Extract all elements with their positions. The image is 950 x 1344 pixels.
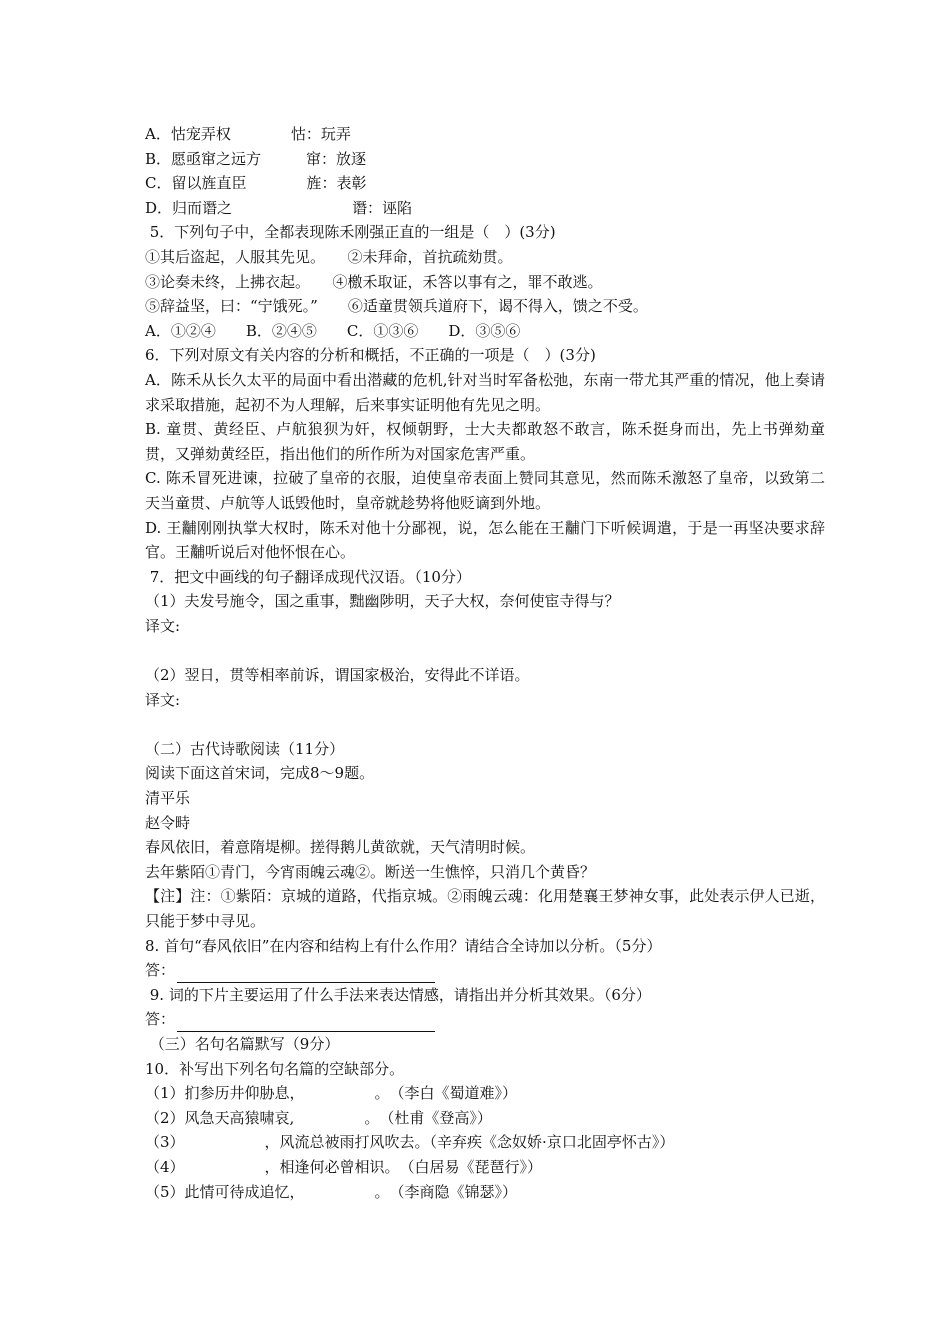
- section-2-title: （二）古代诗歌阅读（11分）: [145, 739, 345, 758]
- section-3-title: （三）名句名篇默写（9分）: [145, 1034, 340, 1053]
- section-2-intro: 阅读下面这首宋词，完成8～9题。: [145, 764, 375, 783]
- q10-item-3-source: ，风流总被雨打风吹去。（辛弃疾《念奴娇·京口北固亭怀古》）: [264, 1133, 675, 1152]
- q10-item-1: [145, 1081, 825, 1106]
- q9-stem: 9. 词的下片主要运用了什么手法来表达情感，请指出并分析其效果。（6分）: [145, 985, 651, 1004]
- q5-options: A．①②④ B．②④⑤ C．①③⑥ D．③⑤⑥: [145, 321, 521, 340]
- q6-option-a: A．陈禾从长久太平的局面中看出潜藏的危机,针对当时军备松弛，东南一带尤其严重的情况，他上奏请求采取措施，起初不为人理解，后来事实证明他有先见之明。: [145, 370, 825, 414]
- q10-item-5-source: 。 （李商隐《锦瑟》）: [374, 1182, 518, 1201]
- q5-line-1: ①其后盗起，人服其先见。 ②未拜命，首抗疏劾贯。: [145, 247, 513, 266]
- poem-title: 清平乐: [145, 789, 191, 808]
- blank-line: [145, 712, 825, 737]
- q7-sentence-2: （2）翌日，贯等相率前诉，谓国家极治，安得此不详语。: [145, 666, 530, 685]
- q9-answer: [145, 1007, 825, 1032]
- q10-item-3-text: （3）: [145, 1133, 185, 1152]
- q4-option-a: A．怙宠弄权 怙：玩弄: [145, 125, 351, 143]
- q6-option-c: C. 陈禾冒死进谏，拉破了皇帝的衣服，迫使皇帝表面上赞同其意见，然而陈禾激怒了皇帝，以致第二天当童贯、卢航等人诋毁他时，皇帝就趁势将他贬谪到外地。: [145, 469, 825, 512]
- q10-item-5: [145, 1180, 825, 1205]
- q7-stem: 7．把文中画线的句子翻译成现代汉语。（10分）: [145, 567, 471, 586]
- q8-answer-line[interactable]: [177, 966, 435, 983]
- q4-option-d: D．归而谮之 谮：诬陷: [145, 198, 413, 217]
- q7-translation-2-label: 译文:: [145, 690, 181, 709]
- q10-item-4-text: （4）: [145, 1157, 185, 1176]
- poem-author: 赵令畤: [145, 813, 191, 832]
- q10-item-2-text: （2）风急天高猿啸哀,: [145, 1108, 295, 1127]
- q10-stem: 10．补写出下列名句名篇的空缺部分。: [145, 1059, 405, 1078]
- q10-item-4-source: ，相逢何必曾相识。 （白居易《琵琶行》）: [264, 1157, 543, 1176]
- q10-item-1-text: （1）扪参历井仰胁息，: [145, 1084, 305, 1103]
- q8-answer-label: 答：: [145, 961, 176, 980]
- q10-item-2: [145, 1106, 825, 1131]
- q10-item-1-source: 。 （李白《蜀道难》）: [374, 1084, 518, 1103]
- q5-line-3: ⑤辞益坚，曰：“宁饿死。” ⑥适童贯领兵道府下，谒不得入，馈之不受。: [145, 297, 648, 316]
- q8-answer: [145, 958, 825, 983]
- q7-sentence-1: （1）夫发号施令，国之重事，黜幽陟明，天子大权，奈何使宦寺得与？: [145, 592, 620, 611]
- q10-item-3: [145, 1130, 825, 1155]
- q9-answer-line[interactable]: [177, 1015, 435, 1032]
- q6-option-d: D. 王黼刚刚执掌大权时，陈禾对他十分鄙视，说，怎么能在王黼门下听候调遣，于是一再坚决要求辞官。王黼听说后对他怀恨在心。: [145, 518, 825, 562]
- q4-option-c: C．留以旌直臣 旌：表彰: [145, 174, 367, 193]
- q4-option-b: B．愿亟窜之远方 窜：放逐: [145, 149, 367, 168]
- document-page: [145, 122, 825, 1204]
- q5-line-2: ③论奏未终，上拂衣起。 ④檄禾取证，禾答以事有之，罪不敢逃。: [145, 272, 603, 291]
- poem-note: 【注】注：①紫陌：京城的道路，代指京城。②雨魄云魂：化用楚襄王梦神女事，此处表示伊人已逝，只能于梦中寻见。: [145, 887, 825, 930]
- q7-translation-1-label: 译文:: [145, 616, 181, 635]
- blank-line: [145, 638, 825, 663]
- q6-option-b: B. 童贯、黄经臣、卢航狼狈为奸，权倾朝野，士大夫都敢怒不敢言，陈禾挺身而出，先上书弹劾童贯，又弹劾黄经臣，指出他们的所作所为对国家危害严重。: [145, 420, 825, 463]
- poem-line-2: 去年紫陌①青门，今宵雨魄云魂②。断送一生憔悴，只消几个黄昏？: [145, 862, 596, 881]
- q9-answer-label: 答：: [145, 1010, 176, 1029]
- poem-line-1: 春风依旧，着意隋堤柳。搓得鹅儿黄欲就，天气清明时候。: [145, 838, 536, 857]
- q6-stem: 6．下列对原文有关内容的分析和概括，不正确的一项是（ ）(3分): [145, 346, 596, 365]
- q10-item-2-source: 。 （杜甫《登高》）: [364, 1108, 492, 1127]
- q10-item-4: [145, 1155, 825, 1180]
- q10-item-5-text: （5）此情可待成追忆，: [145, 1182, 305, 1201]
- q8-stem: 8. 首句“春风依旧”在内容和结构上有什么作用？请结合全诗加以分析。（5分）: [145, 936, 662, 955]
- q5-stem: 5．下列句子中，全都表现陈禾刚强正直的一组是（ ）(3分): [145, 223, 556, 242]
